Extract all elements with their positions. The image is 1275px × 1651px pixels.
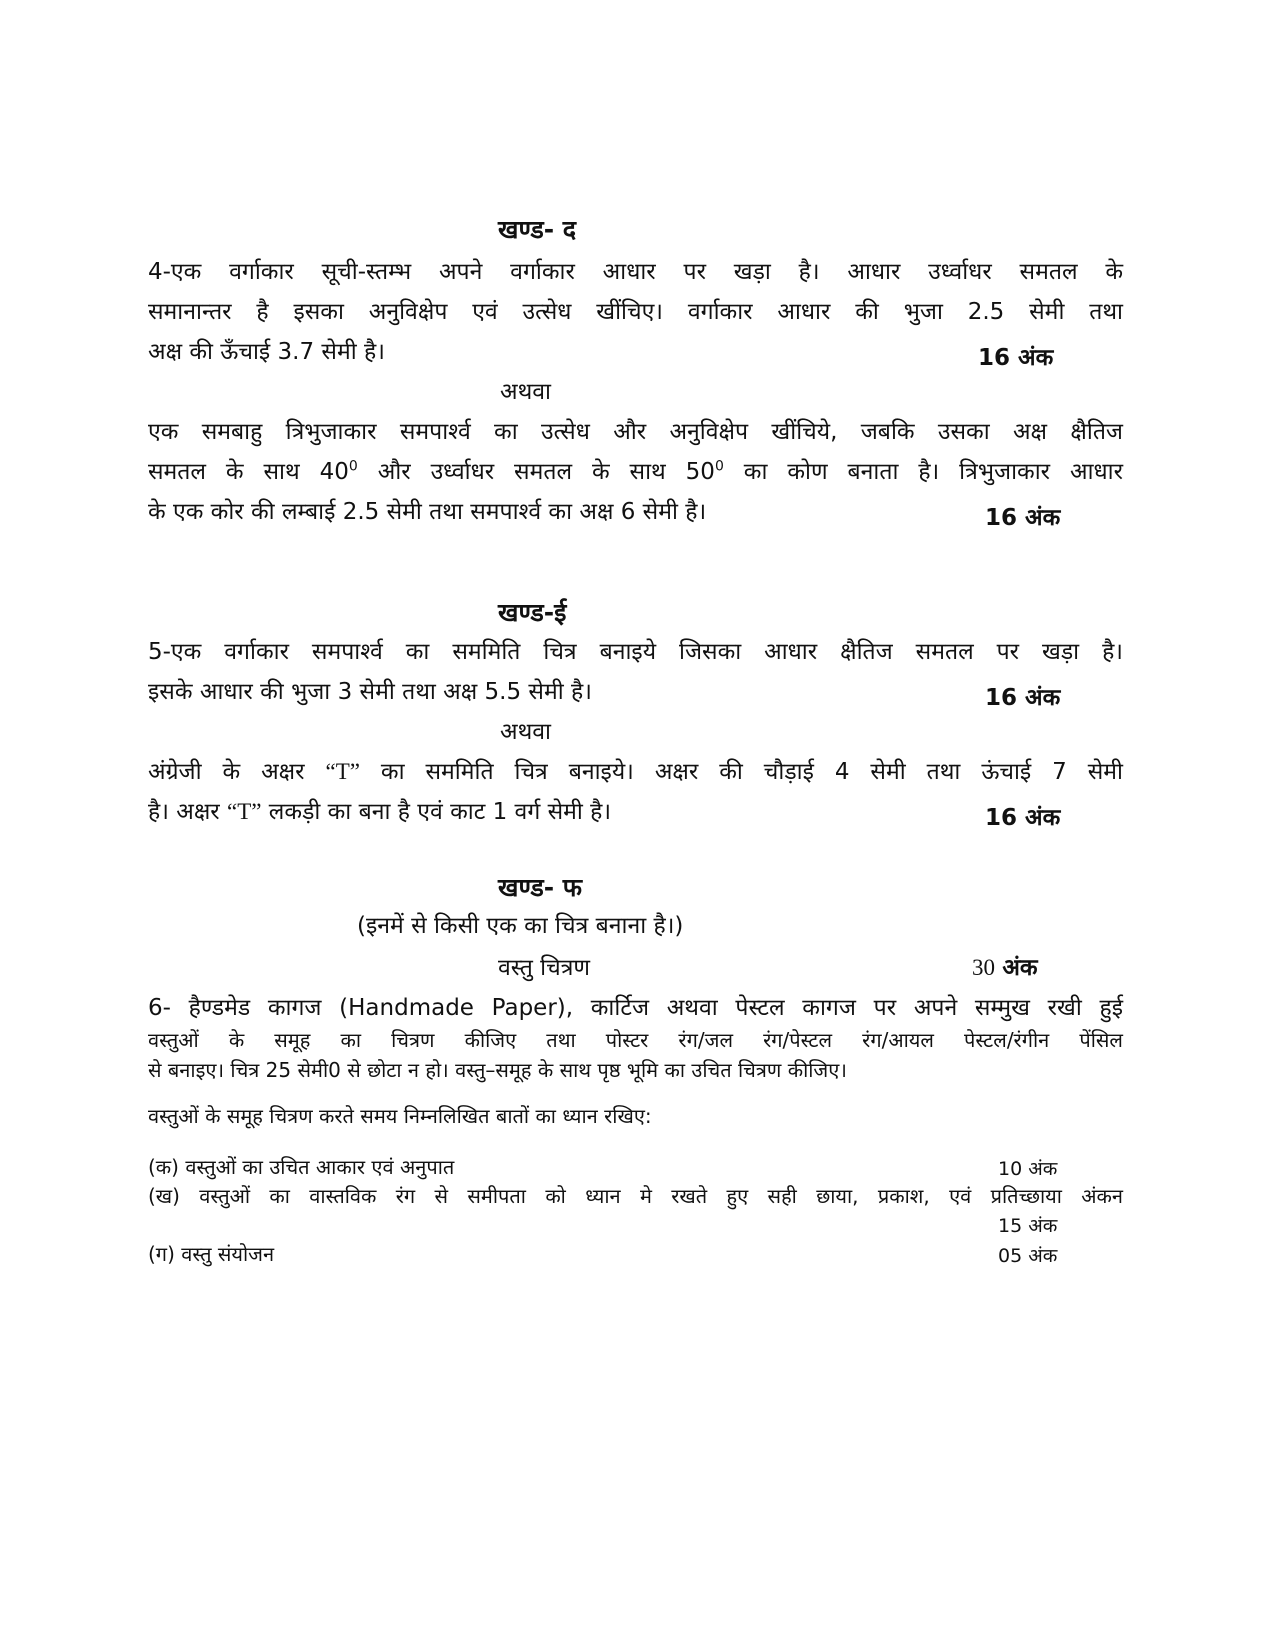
q6-line-1: 6- हैण्डमेड कागज (Handmade Paper), कार्टिज अथवा पेस्टल कागज पर अपने सम्मुख रखी हुई xyxy=(148,995,1123,1021)
criterion-3-text: (ग) वस्तु संयोजन xyxy=(148,1242,275,1266)
q5-line-2: इसके आधार की भुजा 3 सेमी तथा अक्ष 5.5 सेमी है। xyxy=(148,679,592,705)
topic-marks: 30 अंक xyxy=(972,955,1038,981)
q4-alt-line-3: के एक कोर की लम्बाई 2.5 सेमी तथा समपार्श्व का अक्ष 6 सेमी है। xyxy=(148,499,707,525)
q6-line-3: से बनाइए। चित्र 25 सेमी0 से छोटा न हो। वस्तु–समूह के साथ पृष्ठ भूमि का उचित चित्रण कीजिए। xyxy=(148,1058,847,1082)
section-d-heading: खण्ड- द xyxy=(498,215,577,244)
q5-line-1: 5-एक वर्गाकार समपार्श्व का सममिति चित्र बनाइये जिसका आधार क्षैतिज समतल पर खड़ा है। xyxy=(148,639,1123,665)
section-e-heading: खण्ड-ई xyxy=(498,598,567,627)
q4-alt-marks: 16 अंक xyxy=(985,505,1061,531)
criterion-3-marks: 05 अंक xyxy=(998,1245,1058,1267)
q6-line-2: वस्तुओं के समूह का चित्रण कीजिए तथा पोस्टर रंग/जल रंग/पेस्टल रंग/आयल पेस्टल/रंगीन पेंसिल xyxy=(148,1028,1123,1052)
q4-marks: 16 अंक xyxy=(978,345,1054,371)
criterion-1-marks: 10 अंक xyxy=(998,1158,1058,1180)
q4-alt-line-1: एक समबाहु त्रिभुजाकार समपार्श्व का उत्सेध और अनुविक्षेप खींचिये, जबकि उसका अक्ष क्षैतिज xyxy=(148,419,1123,445)
q5-alt-line-1: अंग्रेजी के अक्षर “T” का सममिति चित्र बनाइये। अक्षर की चौड़ाई 4 सेमी तथा ऊंचाई 7 सेमी xyxy=(148,759,1123,785)
section-f-subheading: (इनमें से किसी एक का चित्र बनाना है।) xyxy=(357,913,684,939)
q4-line-2: समानान्तर है इसका अनुविक्षेप एवं उत्सेध खींचिए। वर्गाकार आधार की भुजा 2.5 सेमी तथा xyxy=(148,299,1123,325)
section-f-heading: खण्ड- फ xyxy=(498,873,583,902)
q4-alt-line-2: समतल के साथ $40^0$ और उर्ध्वाधर समतल के साथ $50^0$ का कोण बनाता है। त्रिभुजाकार आधार xyxy=(148,458,1123,485)
criterion-2-text: (ख) वस्तुओं का वास्तविक रंग से समीपता को ध्यान मे रखते हुए सही छाया, प्रकाश, एवं प्रतिच्छाया अंकन xyxy=(148,1184,1123,1208)
criterion-1-text: (क) वस्तुओं का उचित आकार एवं अनुपात xyxy=(148,1155,455,1179)
topic-title: वस्तु चित्रण xyxy=(498,955,591,981)
q5-marks: 16 अंक xyxy=(985,685,1061,711)
q4-line-1: 4-एक वर्गाकार सूची-स्तम्भ अपने वर्गाकार आधार पर खड़ा है। आधार उर्ध्वाधर समतल के xyxy=(148,259,1123,285)
q4-line-3: अक्ष की ऊँचाई 3.7 सेमी है। xyxy=(148,339,385,365)
section-e-or: अथवा xyxy=(500,719,552,745)
q6-note: वस्तुओं के समूह चित्रण करते समय निम्नलिखित बातों का ध्यान रखिए: xyxy=(148,1104,652,1128)
criterion-2-marks: 15 अंक xyxy=(998,1215,1058,1237)
q5-alt-marks: 16 अंक xyxy=(985,805,1061,831)
q5-alt-line-2: है। अक्षर “T” लकड़ी का बना है एवं काट 1 वर्ग सेमी है। xyxy=(148,799,612,825)
section-d-or: अथवा xyxy=(500,379,552,405)
